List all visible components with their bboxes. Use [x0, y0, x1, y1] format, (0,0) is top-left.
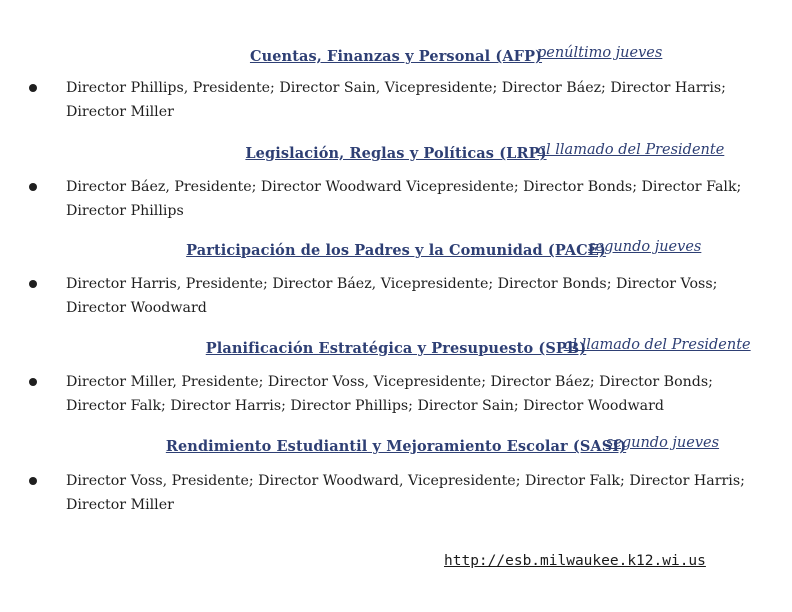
bullet-icon [29, 378, 37, 386]
committee-heading-spb [0, 338, 792, 360]
committee-schedule: al llamado del Presidente [563, 337, 751, 353]
committee-heading-afp [0, 46, 792, 68]
committee-schedule: segundo jueves [605, 435, 720, 451]
bullet-icon [29, 280, 37, 288]
committee-members: Director Voss, Presidente; Director Woodward, Vicepresidente; Director Falk; Director Harris; Director Miller [66, 473, 745, 513]
committee-members: Director Báez, Presidente; Director Woodward Vicepresidente; Director Bonds; Director Falk; Director Phillips [66, 179, 742, 219]
committee-title: Rendimiento Estudiantil y Mejoramiento Escolar (SASI) [165, 438, 627, 455]
committee-schedule: penúltimo jueves [536, 45, 663, 61]
committee-heading-lrp [0, 143, 792, 165]
committee-title: Planificación Estratégica y Presupuesto (SPB) [205, 340, 587, 357]
committee-schedule: segundo jueves [588, 239, 702, 255]
committee-members: Director Harris, Presidente; Director Báez, Vicepresidente; Director Bonds; Director Voss; Director Woodward [66, 276, 718, 316]
committee-title: Cuentas, Finanzas y Personal (AFP) [249, 48, 543, 65]
committee-heading-sasi [0, 436, 792, 458]
committee-heading-pace [0, 240, 792, 262]
committee-members: Director Miller, Presidente; Director Voss, Vicepresidente; Director Báez; Director Bonds; Director Falk; Director Harris; Director Phillips; Director Sain; Director Woodward [66, 374, 713, 414]
committee-members: Director Phillips, Presidente; Director Sain, Vicepresidente; Director Báez; Director Harris; Director Miller [66, 80, 726, 120]
committee-title: Participación de los Padres y la Comunidad (PACE) [186, 242, 606, 259]
committee-title: Legislación, Reglas y Políticas (LRP) [245, 145, 547, 162]
bullet-icon [29, 477, 37, 485]
committee-schedule: al llamado del Presidente [537, 142, 725, 158]
bullet-icon [29, 183, 37, 191]
bullet-icon [29, 84, 37, 92]
website-link[interactable]: http://esb.milwaukee.k12.wi.us [444, 553, 706, 569]
